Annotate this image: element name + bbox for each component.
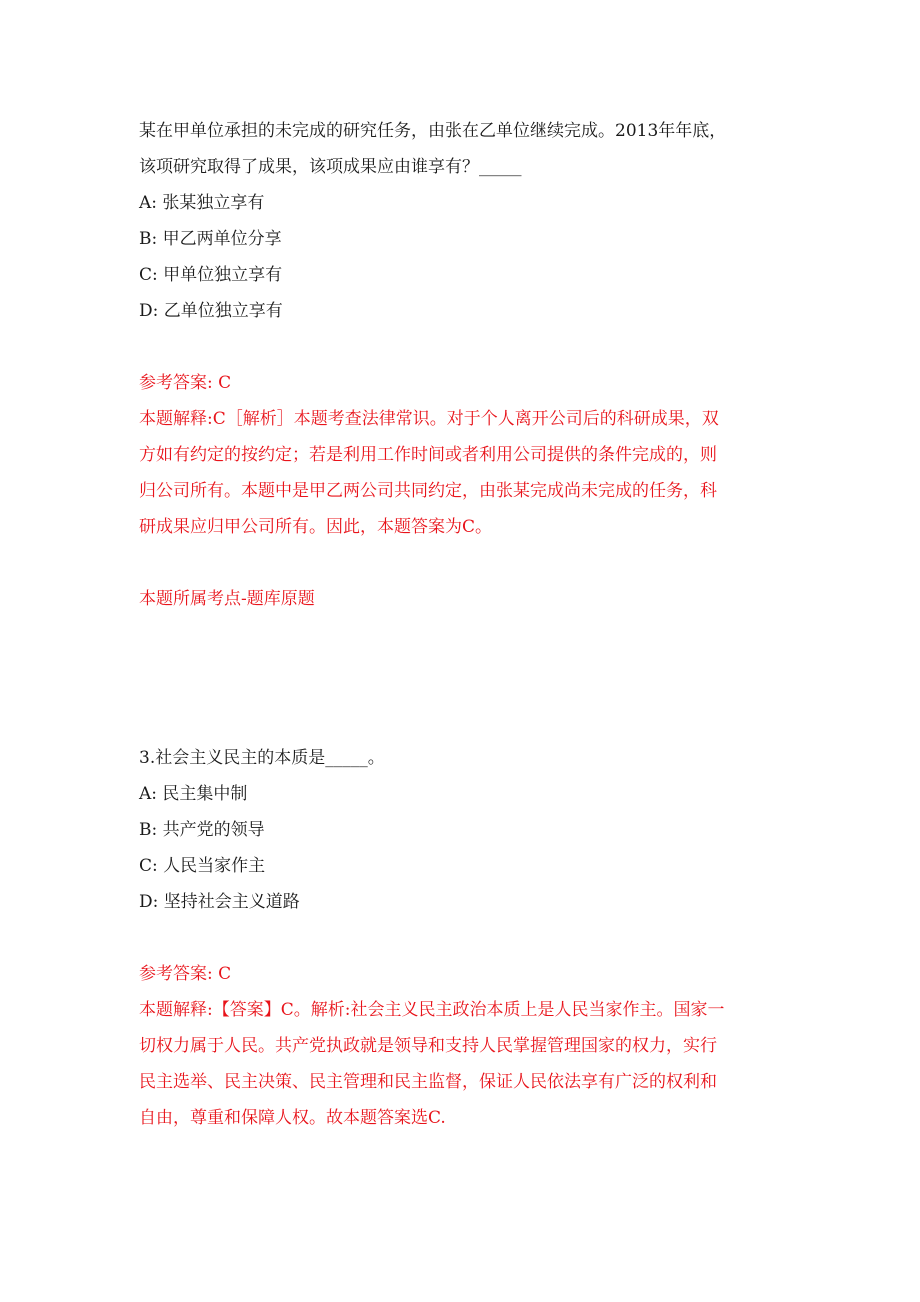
answer-label: 参考答案: C	[139, 373, 232, 393]
option-b: B: 共产党的领导	[139, 820, 265, 840]
option-c: C: 人民当家作主	[139, 856, 266, 876]
spacer	[139, 545, 789, 581]
option-c: C: 甲单位独立享有	[139, 265, 283, 285]
question-1	[139, 113, 789, 617]
option-d: D: 乙单位独立享有	[139, 301, 283, 321]
option-b: B: 甲乙两单位分享	[139, 229, 282, 249]
explanation-line: 归公司所有。本题中是甲乙两公司共同约定，由张某完成尚未完成的任务，科	[139, 481, 717, 501]
explanation-line: 切权力属于人民。共产党执政就是领导和支持人民掌握管理国家的权力，实行	[139, 1036, 717, 1056]
question-stem-line: 该项研究取得了成果，该项成果应由谁享有？_____	[139, 157, 522, 177]
option-a: A: 民主集中制	[139, 784, 248, 804]
spacer	[139, 329, 789, 365]
option-a: A: 张某独立享有	[139, 193, 265, 213]
explanation-line: 本题解释:【答案】C。解析:社会主义民主政治本质上是人民当家作主。国家一	[139, 1000, 725, 1020]
topic-label: 本题所属考点-题库原题	[139, 589, 315, 609]
option-d: D: 坚持社会主义道路	[139, 892, 300, 912]
spacer	[139, 920, 789, 956]
explanation-line: 方如有约定的按约定；若是利用工作时间或者利用公司提供的条件完成的，则	[139, 445, 717, 465]
explanation-line: 本题解释:C［解析］本题考查法律常识。对于个人离开公司后的科研成果，双	[139, 409, 719, 429]
explanation-line: 研成果应归甲公司所有。因此，本题答案为C。	[139, 517, 493, 537]
explanation-line: 自由，尊重和保障人权。故本题答案选C.	[139, 1108, 446, 1128]
explanation-line: 民主选举、民主决策、民主管理和民主监督，保证人民依法享有广泛的权利和	[139, 1072, 717, 1092]
question-3	[139, 740, 789, 1136]
question-stem-line: 3.社会主义民主的本质是_____。	[139, 748, 385, 768]
question-stem-line: 某在甲单位承担的未完成的研究任务，由张在乙单位继续完成。2013年年底，	[139, 121, 727, 141]
answer-label: 参考答案: C	[139, 964, 232, 984]
